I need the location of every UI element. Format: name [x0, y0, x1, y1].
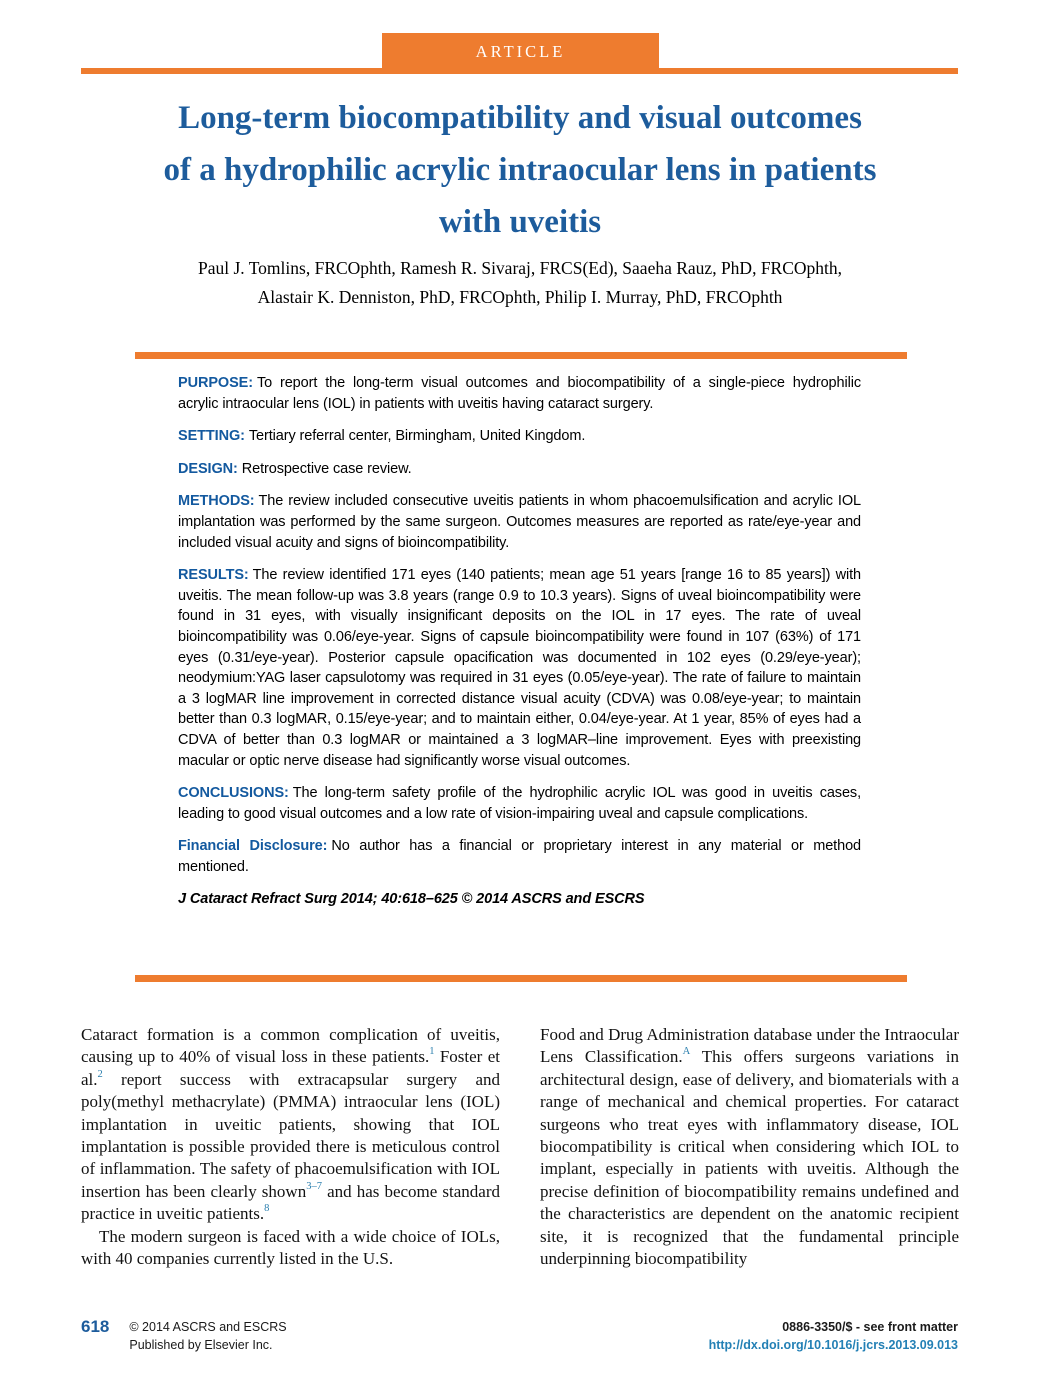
- paper-title-line: of a hydrophilic acrylic intraocular lens in patients: [163, 152, 877, 188]
- author-line: Paul J. Tomlins, FRCOphth, Ramesh R. Sivaraj, FRCS(Ed), Saaeha Rauz, PhD, FRCOphth,: [197, 258, 843, 278]
- abstract-section-text: The review included consecutive uveitis patients in whom phacoemulsification and acrylic IOL implantation was performed by the same surgeon. Outcomes measures are reported as rate/eye-year and included visual acuity and signs of bioincompatibility.: [178, 493, 861, 551]
- body-paragraph: The modern surgeon is faced with a wide choice of IOLs, with 40 companies currently listed in the U.S.: [81, 1226, 500, 1269]
- header-divider-rule: [81, 68, 958, 74]
- abstract-section-conclusions: [178, 783, 861, 824]
- abstract-box: [135, 352, 907, 982]
- article-type-label: ARTICLE: [475, 42, 566, 61]
- body-paragraph: Cataract formation is a common complication of uveitis, causing up to 40% of visual loss in these patients.$^1$ Foster et al.$^2$ report success with extracapsular surgery and poly(methyl methacrylate) (PMMA) intraocular lens (IOL) implantation in uveitic patients, showing that IOL implantation is possible provided there is meticulous control of inflammation. The safety of phacoemulsification with IOL insertion has been clearly shown$^{3-7}$ and has become standard practice in uveitic patients.$^8$: [81, 1025, 500, 1224]
- body-right-column: [540, 1024, 959, 1270]
- citation-superscript: 8: [264, 1203, 270, 1215]
- footer-right: [709, 1318, 958, 1354]
- abstract-section-label: DESIGN:: [178, 460, 238, 477]
- abstract-section-text: Tertiary referral center, Birmingham, United Kingdom.: [248, 428, 586, 445]
- copyright-block: [129, 1318, 286, 1354]
- citation-superscript: A: [682, 1046, 691, 1058]
- abstract-section-financial-disclosure: [178, 836, 861, 877]
- body-left-column: [81, 1024, 500, 1270]
- abstract-section-results: [178, 565, 861, 771]
- doi-link[interactable]: http://dx.doi.org/10.1016/j.jcrs.2013.09.013: [708, 1338, 958, 1352]
- abstract-section-label: PURPOSE:: [178, 375, 253, 391]
- abstract-section-label: CONCLUSIONS:: [178, 785, 289, 802]
- paper-title-line: with uveitis: [438, 204, 602, 240]
- author-line: Alastair K. Denniston, PhD, FRCOphth, Philip I. Murray, PhD, FRCOphth: [257, 287, 783, 307]
- abstract-section-text: Retrospective case review.: [241, 460, 412, 477]
- abstract-section-label: SETTING:: [178, 428, 245, 445]
- abstract-section-text: No author has a financial or proprietary interest in any material or method mentioned.: [178, 838, 861, 875]
- copyright-line: © 2014 ASCRS and ESCRS: [129, 1320, 287, 1334]
- journal-citation: J Cataract Refract Surg 2014; 40:618–625 © 2014 ASCRS and ESCRS: [178, 891, 645, 908]
- abstract-section-setting: [178, 426, 861, 447]
- abstract-section-methods: [178, 491, 861, 553]
- abstract-section-label: RESULTS:: [178, 567, 249, 584]
- paper-title: [40, 92, 1000, 248]
- paper-title-line: Long-term biocompatibility and visual outcomes: [178, 100, 862, 136]
- footer-left: [81, 1318, 287, 1354]
- citation-superscript: 2: [97, 1068, 103, 1080]
- abstract-section-label: Financial Disclosure:: [178, 838, 328, 855]
- abstract-section-text: The long-term safety profile of the hydrophilic acrylic IOL was good in uveitis cases, leading to good visual outcomes and a low rate of vision-impairing uveal and capsule complications.: [178, 785, 861, 822]
- issn-front-matter-line: 0886-3350/$ - see front matter: [782, 1320, 958, 1334]
- abstract-section-text: The review identified 171 eyes (140 patients; mean age 51 years [range 16 to 85 years]) with uveitis. The mean follow-up was 3.8 years (range 0.9 to 10.3 years). Signs of uveal bioincompatibility were found in 31 eyes, with visually insignificant deposits on the IOL in 17 eyes. The rate of uveal bioincompatibility was 0.06/eye-year. Signs of capsule bioincompatibility were found in 107 (63%) of 171 eyes (0.31/eye-year). Posterior capsule opacification was documented in 102 eyes (0.29/eye-year); neodymium:YAG laser capsulotomy was required in 31 eyes (0.05/eye-year). The rate of failure to maintain a 3 logMAR line improvement in corrected distance visual acuity (CDVA) was 0.08/eye-year; to maintain better than 0.3 logMAR, 0.15/eye-year; and to maintain either, 0.04/eye-year. At 1 year, 85% of eyes had a CDVA of better than 0.3 logMAR or maintained a 3 logMAR–line improvement. Eyes with preexisting macular or optic nerve disease had significantly worse visual outcomes.: [178, 567, 861, 769]
- page-number: 618: [81, 1317, 110, 1336]
- publisher-line: Published by Elsevier Inc.: [129, 1338, 273, 1352]
- abstract-section-purpose: [178, 373, 861, 414]
- citation-superscript: 1: [429, 1046, 435, 1058]
- body-columns: [81, 1024, 959, 1270]
- abstract-section-label: METHODS:: [178, 493, 255, 510]
- article-type-banner: [382, 33, 659, 69]
- abstract-section-design: [178, 459, 861, 480]
- abstract-section-text: To report the long-term visual outcomes and biocompatibility of a single-piece hydrophilic acrylic intraocular lens (IOL) in patients with uveitis having cataract surgery.: [178, 375, 861, 412]
- citation-superscript: 3–7: [306, 1180, 322, 1192]
- author-list: [70, 254, 970, 312]
- body-paragraph: Food and Drug Administration database under the Intraocular Lens Classification.$^A$ This offers surgeons variations in architectural design, ease of delivery, and biomaterials with a range of mechanical and chemical properties. For cataract surgeons who treat eyes with inflammatory disease, IOL biocompatibility is critical when considering which IOL to implant, especially in patients with uveitis. Although the precise definition of biocompatibility remains undefined and the characteristics are dependent on the anatomic recipient site, it is recognized that the fundamental principle underpinning biocompatibility: [540, 1025, 959, 1269]
